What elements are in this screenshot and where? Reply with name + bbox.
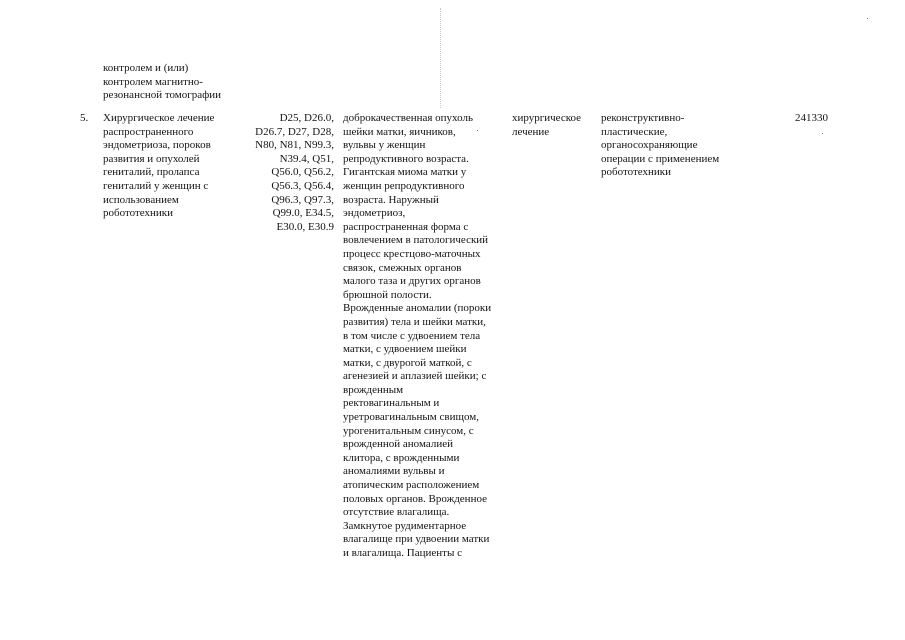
scan-speck (822, 133, 823, 134)
cost-value: 241330 (795, 112, 828, 124)
previous-row-method-continuation: контролем и (или) контролем магнитно- резонансной томографии (103, 62, 222, 102)
scan-artifact-line (440, 8, 442, 108)
icd-codes: D25, D26.0, D26.7, D27, D28, N80, N81, N99.3, N39.4, Q51, Q56.0, Q56.2, Q56.3, Q56.4, Q96.3, Q97.3, Q99.0, E34.5, E30.0, E30.9 (255, 112, 334, 233)
treatment-method: реконструктивно- пластические, органосохраняющие операции с применением робототехники (601, 112, 720, 179)
row-number: 5. (80, 112, 89, 124)
scan-speck (867, 18, 868, 19)
treatment-type: хирургическое лечение (512, 112, 582, 138)
treatment-profile-name: Хирургическое лечение распространенного эндометриоза, пороков развития и опухолей гениталий, пролапса гениталий у женщин с использованием робототехники (103, 112, 215, 220)
patient-model: доброкачественная опухоль шейки матки, яичников, вульвы у женщин репродуктивного возраста. Гигантская миома матки у женщин репродуктивного возраста. Наружный эндометриоз, распространенная форма с вовлечением в патологический процесс крестцово-маточных связок, смежных органов малого таза и других органов брюшной полости. Врожденные аномалии (пороки развития) тела и шейки матки, в том числе с удвоением тела матки, с удвоением шейки матки, с двурогой маткой, с агенезией и аплазией шейки; с врожденным ректовагинальным и уретровагинальным свищом, урогенитальным синусом, с врожденной аномалией клитора, с врожденными аномалиями вульвы и атопическим расположением половых органов. Врожденное отсутствие влагалища. Замкнутое рудиментарное влагалище при удвоении матки и влагалища. Пациенты с (343, 112, 492, 559)
